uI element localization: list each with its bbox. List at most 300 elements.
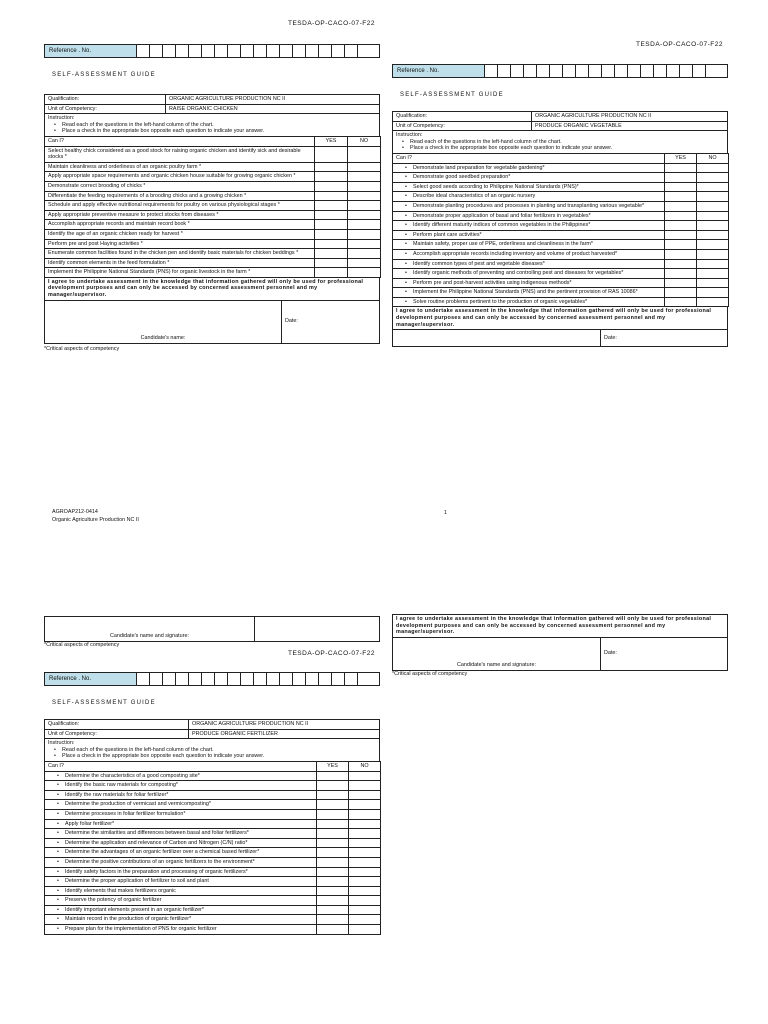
agreement-text: I agree to undertake assessment in the knowledge that information gathered will only be used for professional development purposes and can only be accessed by concerned assessment personnel and my manager/supervisor. [393, 615, 728, 638]
no-checkbox[interactable] [697, 288, 729, 298]
date-field[interactable] [601, 330, 728, 347]
no-checkbox[interactable] [697, 230, 729, 240]
assessment-row [393, 192, 729, 202]
ref-cell[interactable] [189, 45, 202, 57]
yes-checkbox[interactable] [315, 162, 348, 172]
no-checkbox[interactable] [349, 905, 381, 915]
date-field[interactable] [255, 617, 380, 642]
yes-checkbox[interactable] [665, 182, 697, 192]
ref-cell[interactable] [537, 65, 550, 77]
question-text [45, 258, 315, 268]
candidate-name-field[interactable] [393, 330, 601, 347]
no-checkbox[interactable] [349, 781, 381, 791]
ref-cell[interactable] [358, 45, 371, 57]
question-label: Determine the positive contributions of an organic fertilizers to the environment* [65, 858, 255, 865]
no-checkbox[interactable] [697, 173, 729, 183]
no-checkbox[interactable] [349, 771, 381, 781]
no-checkbox[interactable] [349, 829, 381, 839]
question-label: Identify elements that makes fertilizers organic [65, 887, 176, 894]
question-text [45, 239, 315, 249]
yes-checkbox[interactable] [665, 163, 697, 173]
assessment-row [393, 182, 729, 192]
instructions: Instruction: • Read each of the questions in the left-hand column of the chart. • Place a check in the appropriate box opposite each question to indicate your answer. [45, 739, 380, 762]
yes-checkbox[interactable] [317, 905, 349, 915]
question-label: Determine the similarities and differences between basal and foliar fertilizers* [65, 830, 249, 837]
ref-cell[interactable] [306, 45, 319, 57]
assessment-row [45, 771, 381, 781]
no-checkbox[interactable] [348, 172, 381, 182]
question-label: Demonstrate good seedbed preparation* [413, 174, 511, 181]
yes-checkbox[interactable] [665, 288, 697, 298]
reference-label: Reference . No. [393, 65, 485, 77]
candidate-signature-field[interactable] [393, 637, 601, 670]
no-checkbox[interactable] [348, 191, 381, 201]
yes-checkbox[interactable] [315, 210, 348, 220]
assessment-row [45, 915, 381, 925]
ref-cell[interactable] [615, 65, 628, 77]
question-label: Accomplish appropriate records including inventory and volume of product harvested* [413, 250, 618, 257]
bullet-icon: • [57, 868, 59, 875]
question-label: Maintain record in the production of organic fertilizer* [65, 916, 192, 923]
bullet-icon: • [57, 839, 59, 846]
no-checkbox[interactable] [348, 249, 381, 259]
assessment-row [45, 210, 381, 220]
yes-checkbox[interactable] [317, 790, 349, 800]
no-checkbox[interactable] [349, 809, 381, 819]
question-text [393, 230, 665, 240]
assessment-row [45, 867, 381, 877]
no-checkbox[interactable] [349, 857, 381, 867]
yes-checkbox[interactable] [315, 191, 348, 201]
yes-header: YES [317, 761, 349, 771]
question-label: Maintain cleanliness and orderliness of an organic poultry farm * [48, 163, 202, 170]
ref-cell[interactable] [150, 673, 163, 685]
question-text [393, 288, 665, 298]
yes-checkbox[interactable] [665, 269, 697, 279]
assessment-row [393, 163, 729, 173]
no-checkbox[interactable] [348, 181, 381, 191]
assessment-row [393, 211, 729, 221]
bullet-icon: • [405, 260, 407, 267]
no-checkbox[interactable] [697, 259, 729, 269]
yes-checkbox[interactable] [315, 249, 348, 259]
yes-checkbox[interactable] [665, 173, 697, 183]
yes-checkbox[interactable] [317, 838, 349, 848]
ref-cell[interactable] [332, 673, 345, 685]
no-checkbox[interactable] [349, 915, 381, 925]
bullet-icon: • [57, 849, 59, 856]
ref-cell[interactable] [228, 673, 241, 685]
yes-checkbox[interactable] [317, 867, 349, 877]
yes-checkbox[interactable] [315, 239, 348, 249]
no-header: NO [348, 136, 381, 146]
ref-cell[interactable] [215, 673, 228, 685]
yes-checkbox[interactable] [665, 230, 697, 240]
assessment-row [45, 790, 381, 800]
bullet-icon: • [57, 791, 59, 798]
question-text [393, 259, 665, 269]
question-text [393, 182, 665, 192]
ref-cell[interactable] [163, 673, 176, 685]
qualification-value: ORGANIC AGRICULTURE PRODUCTION NC II [166, 95, 380, 105]
can-i-header: Can I? [45, 136, 315, 146]
question-text [45, 925, 317, 935]
question-text [45, 146, 315, 162]
page-number: 1 [444, 510, 447, 516]
question-label: Identify the basic raw materials for composting* [65, 782, 178, 789]
question-label: Describe ideal characteristics of an organic nursery [413, 193, 536, 200]
assessment-row [393, 269, 729, 279]
yes-checkbox[interactable] [317, 800, 349, 810]
no-checkbox[interactable] [349, 867, 381, 877]
ref-cell[interactable] [241, 45, 254, 57]
question-label: Perform pre and post-harvest activities using indigenous methods* [413, 279, 572, 286]
no-checkbox[interactable] [697, 201, 729, 211]
ref-cell[interactable] [267, 45, 280, 57]
qualification-label: Qualification: [45, 95, 166, 105]
no-checkbox[interactable] [349, 896, 381, 906]
question-label: Determine the production of vermicast and vermicomposting* [65, 801, 211, 808]
no-checkbox[interactable] [349, 877, 381, 887]
ref-cell[interactable] [319, 673, 332, 685]
yes-checkbox[interactable] [315, 172, 348, 182]
assessment-row [393, 173, 729, 183]
critical-note: *Critical aspects of competency [44, 642, 120, 648]
reference-label: Reference . No. [45, 45, 137, 57]
question-label: Perform plant care activities* [413, 231, 482, 238]
ref-cell[interactable] [358, 673, 371, 685]
no-checkbox[interactable] [348, 146, 381, 162]
question-text [393, 278, 665, 288]
yes-checkbox[interactable] [317, 848, 349, 858]
yes-checkbox[interactable] [317, 896, 349, 906]
unit-label: Unit of Competency: [393, 121, 532, 131]
assessment-row [393, 249, 729, 259]
question-label: Prepare plan for the implementation of PNS for organic fertilizer [65, 926, 217, 933]
bullet-icon: • [57, 897, 59, 904]
instruction-1: Read each of the questions in the left-hand column of the chart. [62, 746, 214, 753]
assessment-row [45, 905, 381, 915]
bullet-icon: • [57, 772, 59, 779]
question-text [393, 201, 665, 211]
no-checkbox[interactable] [349, 925, 381, 935]
question-text [45, 229, 315, 239]
ref-cell[interactable] [241, 673, 254, 685]
no-checkbox[interactable] [349, 848, 381, 858]
no-checkbox[interactable] [697, 240, 729, 250]
question-text [45, 210, 315, 220]
ref-cell[interactable] [576, 65, 589, 77]
yes-checkbox[interactable] [665, 259, 697, 269]
bullet-icon: • [57, 820, 59, 827]
question-text [45, 191, 315, 201]
no-checkbox[interactable] [348, 201, 381, 211]
question-label: Identify the raw materials for foliar fertilizer* [65, 791, 169, 798]
ref-cell[interactable] [293, 45, 306, 57]
vegetable-assessment [392, 111, 728, 347]
vegetable-signature-block [392, 614, 728, 677]
ref-cell[interactable] [163, 45, 176, 57]
yes-checkbox[interactable] [665, 240, 697, 250]
ref-cell[interactable] [280, 45, 293, 57]
question-label: Determine the advantages of an organic fertilizer over a chemical based fertilizer* [65, 849, 260, 856]
ref-cell[interactable] [332, 45, 345, 57]
question-label: Preserve the potency of organic fertilizer [65, 897, 162, 904]
bullet-icon: • [405, 241, 407, 248]
instruction-label: Instruction: [48, 740, 75, 747]
assessment-row [45, 162, 381, 172]
qualification-value: ORGANIC AGRICULTURE PRODUCTION NC II [189, 720, 380, 730]
candidate-name-sig-label: Candidate's name and signature: [457, 662, 536, 669]
question-label: Demonstrate planting procedures and processes in planting and transplanting various vegetable* [413, 202, 645, 209]
ref-cell[interactable] [202, 673, 215, 685]
question-text [393, 240, 665, 250]
ref-cell[interactable] [628, 65, 641, 77]
instruction-1: Read each of the questions in the left-hand column of the chart. [62, 121, 214, 128]
ref-cell[interactable] [176, 673, 189, 685]
question-text [393, 163, 665, 173]
bullet-icon: • [57, 916, 59, 923]
yes-checkbox[interactable] [665, 249, 697, 259]
no-checkbox[interactable] [697, 278, 729, 288]
no-checkbox[interactable] [349, 819, 381, 829]
yes-checkbox[interactable] [317, 771, 349, 781]
ref-cell[interactable] [254, 45, 267, 57]
date-field[interactable] [282, 300, 380, 343]
critical-note: *Critical aspects of competency [44, 345, 120, 352]
bullet-icon: • [405, 270, 407, 277]
yes-checkbox[interactable] [315, 201, 348, 211]
assessment-row [45, 220, 381, 230]
assessment-row [393, 230, 729, 240]
ref-cell[interactable] [667, 65, 680, 77]
question-label: Schedule and apply effective nutritional requirements for poultry on various physiological stages * [48, 202, 280, 209]
yes-checkbox[interactable] [665, 201, 697, 211]
ref-cell[interactable] [202, 45, 215, 57]
date-label: Date: [604, 650, 617, 657]
ref-cell[interactable] [293, 673, 306, 685]
ref-cell[interactable] [654, 65, 667, 77]
question-label: Select healthy chick considered as a good stock for raising organic chicken and identify sick and desirable stocks * [48, 147, 301, 161]
no-checkbox[interactable] [697, 269, 729, 279]
bullet-icon: • [405, 222, 407, 229]
ref-cell[interactable] [215, 45, 228, 57]
ref-cell[interactable] [345, 673, 358, 685]
bullet-icon: • [57, 782, 59, 789]
no-checkbox[interactable] [697, 163, 729, 173]
footer-code: AGROAP212-0414 [52, 509, 98, 515]
question-text [45, 838, 317, 848]
assessment-row [45, 848, 381, 858]
ref-cell[interactable] [706, 65, 719, 77]
ref-cell[interactable] [150, 45, 163, 57]
yes-checkbox[interactable] [317, 915, 349, 925]
ref-cell[interactable] [498, 65, 511, 77]
yes-checkbox[interactable] [317, 819, 349, 829]
no-checkbox[interactable] [697, 182, 729, 192]
assessment-row [45, 181, 381, 191]
yes-checkbox[interactable] [315, 258, 348, 268]
bullet-icon: • [57, 810, 59, 817]
qualification-value: ORGANIC AGRICULTURE PRODUCTION NC II [532, 112, 728, 122]
no-header: NO [697, 153, 729, 163]
assessment-row [45, 877, 381, 887]
assessment-row [45, 800, 381, 810]
yes-checkbox[interactable] [315, 220, 348, 230]
yes-checkbox[interactable] [315, 146, 348, 162]
yes-checkbox[interactable] [665, 211, 697, 221]
agreement-text: I agree to undertake assessment in the knowledge that information gathered will only be used for professional development purposes and can only be accessed by concerned assessment personnel and my manager/supervisor. [393, 307, 728, 330]
question-label: Accomplish appropriate records and maintain record book * [48, 221, 190, 228]
ref-cell[interactable] [137, 673, 150, 685]
question-label: Differentiate the feeding requirements of a brooding chicks and a growing chicken * [48, 192, 247, 199]
question-text [393, 221, 665, 231]
instruction-2: Place a check in the appropriate box opposite each question to indicate your answer. [62, 753, 265, 760]
no-checkbox[interactable] [349, 886, 381, 896]
bullet-icon: • [57, 887, 59, 894]
ref-cell[interactable] [550, 65, 563, 77]
assessment-row [45, 838, 381, 848]
no-checkbox[interactable] [697, 249, 729, 259]
instruction-label: Instruction: [48, 115, 75, 122]
assessment-row [45, 146, 381, 162]
bullet-icon: • [405, 250, 407, 257]
date-label: Date: [604, 334, 617, 341]
guide-title: SELF-ASSESSMENT GUIDE [52, 700, 156, 706]
yes-checkbox[interactable] [665, 278, 697, 288]
ref-cell[interactable] [602, 65, 615, 77]
yes-checkbox[interactable] [317, 857, 349, 867]
question-text [45, 790, 317, 800]
question-label: Demonstrate land preparation for vegetable gardening* [413, 164, 545, 171]
question-text [45, 162, 315, 172]
instruction-2: Place a check in the appropriate box opposite each question to indicate your answer. [62, 128, 265, 135]
candidate-signature-field[interactable] [45, 617, 255, 642]
instructions: Instruction: • Read each of the questions in the left-hand column of the chart. • Place a check in the appropriate box opposite each question to indicate your answer. [393, 131, 728, 154]
no-checkbox[interactable] [348, 162, 381, 172]
question-label: Demonstrate proper application of basal and foliar fertilizers in vegetables* [413, 212, 591, 219]
question-text [45, 771, 317, 781]
ref-cell[interactable] [563, 65, 576, 77]
can-i-header: Can I? [393, 153, 665, 163]
question-text [45, 809, 317, 819]
agreement-text: I agree to undertake assessment in the knowledge that information gathered will only be used for professional development purposes and can only be accessed by concerned assessment personnel and my manager/supervisor. [45, 277, 380, 300]
ref-cell[interactable] [693, 65, 706, 77]
no-checkbox[interactable] [348, 239, 381, 249]
assessment-row [45, 925, 381, 935]
ref-cell[interactable] [345, 45, 358, 57]
yes-checkbox[interactable] [315, 181, 348, 191]
no-checkbox[interactable] [349, 838, 381, 848]
ref-cell[interactable] [680, 65, 693, 77]
no-checkbox[interactable] [348, 210, 381, 220]
bullet-icon: • [57, 906, 59, 913]
form-code: TESDA-OP-CACO-07-F22 [288, 20, 375, 27]
ref-cell[interactable] [189, 673, 202, 685]
ref-cell[interactable] [485, 65, 498, 77]
yes-checkbox[interactable] [315, 229, 348, 239]
no-checkbox[interactable] [348, 229, 381, 239]
question-label: Identify the age of an organic chicken ready for harvest * [48, 230, 183, 237]
ref-cell[interactable] [524, 65, 537, 77]
assessment-row [45, 896, 381, 906]
ref-cell[interactable] [254, 673, 267, 685]
yes-checkbox[interactable] [665, 221, 697, 231]
no-checkbox[interactable] [348, 220, 381, 230]
bullet-icon: • [405, 289, 407, 296]
question-label: Determine processes in foliar fertilizer formulation* [65, 810, 186, 817]
candidate-name-label: Candidate's name: [140, 335, 186, 342]
bullet-icon: • [405, 164, 407, 171]
unit-value: RAISE ORGANIC CHICKEN [166, 104, 380, 114]
yes-checkbox[interactable] [317, 829, 349, 839]
assessment-row [45, 781, 381, 791]
ref-cell[interactable] [319, 45, 332, 57]
question-text [393, 249, 665, 259]
ref-cell[interactable] [589, 65, 602, 77]
candidate-name-field[interactable] [45, 300, 282, 343]
date-field[interactable] [601, 637, 728, 670]
no-checkbox[interactable] [697, 192, 729, 202]
assessment-row [45, 172, 381, 182]
form-code: TESDA-OP-CACO-07-F22 [288, 650, 375, 657]
bullet-icon: • [405, 193, 407, 200]
date-label: Date: [285, 318, 298, 325]
bullet-icon: • [57, 926, 59, 933]
ref-cell[interactable] [137, 45, 150, 57]
no-checkbox[interactable] [349, 790, 381, 800]
can-i-header: Can I? [45, 761, 317, 771]
ref-cell[interactable] [176, 45, 189, 57]
yes-checkbox[interactable] [317, 925, 349, 935]
reference-label: Reference . No. [45, 673, 137, 685]
no-checkbox[interactable] [349, 800, 381, 810]
no-checkbox[interactable] [348, 258, 381, 268]
question-text [45, 201, 315, 211]
yes-checkbox[interactable] [317, 877, 349, 887]
bullet-icon: • [405, 279, 407, 286]
ref-cell[interactable] [306, 673, 319, 685]
ref-cell[interactable] [641, 65, 654, 77]
bullet-icon: • [405, 183, 407, 190]
ref-cell[interactable] [267, 673, 280, 685]
question-label: Determine the application and relevance of Carbon and Nitrogen (C/N) ratio* [65, 839, 248, 846]
no-checkbox[interactable] [697, 221, 729, 231]
assessment-row [393, 278, 729, 288]
no-checkbox[interactable] [697, 211, 729, 221]
assessment-row [393, 201, 729, 211]
ref-cell[interactable] [511, 65, 524, 77]
qualification-label: Qualification: [393, 112, 532, 122]
question-label: Implement the Philippine National Standards (PNS) for organic livestock in the farm * [48, 269, 251, 276]
yes-checkbox[interactable] [665, 192, 697, 202]
chicken-assessment [44, 95, 380, 352]
yes-checkbox[interactable] [317, 809, 349, 819]
assessment-row [45, 229, 381, 239]
fertilizer-assessment [44, 719, 380, 935]
assessment-row [45, 829, 381, 839]
assessment-row [393, 259, 729, 269]
ref-cell[interactable] [280, 673, 293, 685]
ref-cell[interactable] [228, 45, 241, 57]
yes-checkbox[interactable] [317, 886, 349, 896]
yes-checkbox[interactable] [317, 781, 349, 791]
question-text [393, 269, 665, 279]
question-label: Apply appropriate preventive measure to protect stocks from diseases * [48, 211, 219, 218]
bullet-icon: • [405, 298, 407, 305]
bullet-icon: • [405, 212, 407, 219]
question-text [45, 249, 315, 259]
